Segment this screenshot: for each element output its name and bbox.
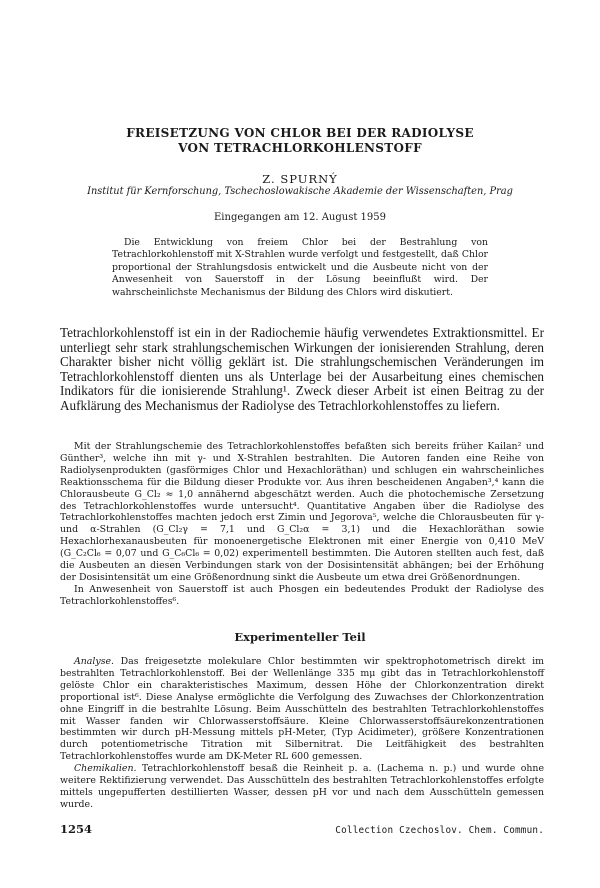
abstract: Die Entwicklung von freiem Chlor bei der Bestrahlung von Tetrachlorkohlenstoff mit X-Strahlen wurde verfolgt und festgestellt, daß Chlor proportional der Strahlungsdosis entwickelt und die Ausbeute nicht von der Anwesenheit von Sauerstoff in der Lösung beeinflußt wird. Der wahrscheinlichste Mechanismus der Bildung des Chlors wird diskutiert. [112, 237, 488, 298]
chemicals-paragraph [60, 763, 544, 811]
paper-title [0, 126, 600, 156]
title-line-2: VON TETRACHLORKOHLENSTOFF [178, 141, 422, 155]
chemicals-text: Tetrachlorkohlenstoff besaß die Reinheit p. a. (Lachema n. p.) und wurde ohne weitere Rektifizierung verwendet. Das Ausschütteln des bestrahlten Tetrachlorkohlenstoffes erfolgte mittels ungepufferten destillierten Wasser, dessen pH vor und nach dem Ausschütteln gemessen wurde. [60, 763, 544, 810]
intro-paragraph-1: Mit der Strahlungschemie des Tetrachlorkohlenstoffes befaßten sich bereits früher Kailan² und Günther³, welche ihn mit γ- und X-Strahlen bestrahlten. Die Autoren fanden eine Reihe von Radiolysenprodukten (gasförmiges Chlor und Hexachloräthan) und schlugen ein wahrscheinliches Reaktionsschema für die Bildung dieser Produkte vor. Aus ihren bescheidenen Angaben³,⁴ kann die Chlorausbeute G_Cl₂ ≈ 1,0 annähernd abgeschätzt werden. Auch die photochemische Zersetzung des Tetrachlorkohlenstoffes wurde untersucht⁴. Quantitative Angaben über die Radiolyse des Tetrachlorkohlenstoffes machten jedoch erst Zimin und Jegorova⁵, welche die Chlorausbeuten für γ- und α-Strahlen (G_Cl₂γ = 7,1 und G_Cl₂α = 3,1) und die Hexachloräthan sowie Hexachlorhexanausbeuten für monoenergetische Elektronen mit einer Energie von 0,410 MeV (G_C₂Cl₆ = 0,07 und G_C₆Cl₆ = 0,02) experimentell bestimmten. Die Autoren stellten auch fest, daß die Ausbeuten an diesen Verbindungen stark von der Dosisintensität abhängen; bei der Erhöhung der Dosisintensität um eine Größenordnung sinkt die Ausbeute um etwa drei Größenordnungen. [60, 441, 544, 583]
page-number: 1254 [60, 822, 93, 836]
analysis-text: Das freigesetzte molekulare Chlor bestimmten wir spektrophotometrisch direkt im bestrahlten Tetrachlorkohlenstoff. Bei der Wellenlänge 335 mμ gibt das in Tetrachlorkohlenstoff gelöste Chlor ein charakteristisches Maximum, dessen Höhe der Chlorkonzentration direkt proportional ist⁶. Diese Analyse ermöglichte die Verfolgung des Zuwachses der Chlorkonzentration ohne Eingriff in die bestrahlte Lösung. Beim Ausschütteln des bestrahlten Tetrachlorkohlenstoffes mit Wasser fanden wir Chlorwasserstoffsäure. Kleine Chlorwasserstoffsäurekonzentrationen bestimmten wir durch pH-Messung mittels pH-Meter, (Typ Acidimeter), größere Konzentrationen durch potentiometrische Titration mit Silbernitrat. Die Leitfähigkeit des bestrahlten Tetrachlorkohlenstoffes wurde am DK-Meter RL 600 gemessen. [60, 656, 544, 763]
introduction-body [60, 441, 544, 608]
intro-paragraph-2: In Anwesenheit von Sauerstoff ist auch Phosgen ein bedeutendes Produkt der Radiolyse des Tetrachlorkohlenstoffes⁶. [60, 583, 544, 607]
analysis-label: Analyse. [74, 656, 115, 667]
analysis-paragraph [60, 656, 544, 763]
chemicals-label: Chemikalien. [74, 763, 137, 775]
author-affiliation: Institut für Kernforschung, Tschechoslowakische Akademie der Wissenschaften, Prag [87, 186, 513, 197]
lead-paragraph: Tetrachlorkohlenstoff ist ein in der Radiochemie häufig verwendetes Extraktionsmittel. Er unterliegt sehr stark strahlungschemischen Wirkungen der ionisierenden Strahlung, deren Charakter bisher nicht völlig geklärt ist. Die strahlungschemischen Veränderungen im Tetrachlorkohlenstoff dienten uns als Unterlage bei der Ausarbeitung eines chemischen Indikators für die ionisierende Strahlung¹. Zweck dieser Arbeit ist einen Beitrag zu der Aufklärung des Mechanismus der Radiolyse des Tetrachlorkohlenstoffes zu liefern. [60, 325, 544, 413]
author-name: Z. SPURNÝ [262, 172, 338, 186]
journal-name: Collection Czechoslov. Chem. Commun. [335, 825, 544, 836]
received-date: Eingegangen am 12. August 1959 [214, 212, 386, 223]
section-heading-experimental: Experimenteller Teil [234, 630, 366, 644]
title-line-1: FREISETZUNG VON CHLOR BEI DER RADIOLYSE [126, 126, 474, 140]
experimental-body [60, 656, 544, 811]
